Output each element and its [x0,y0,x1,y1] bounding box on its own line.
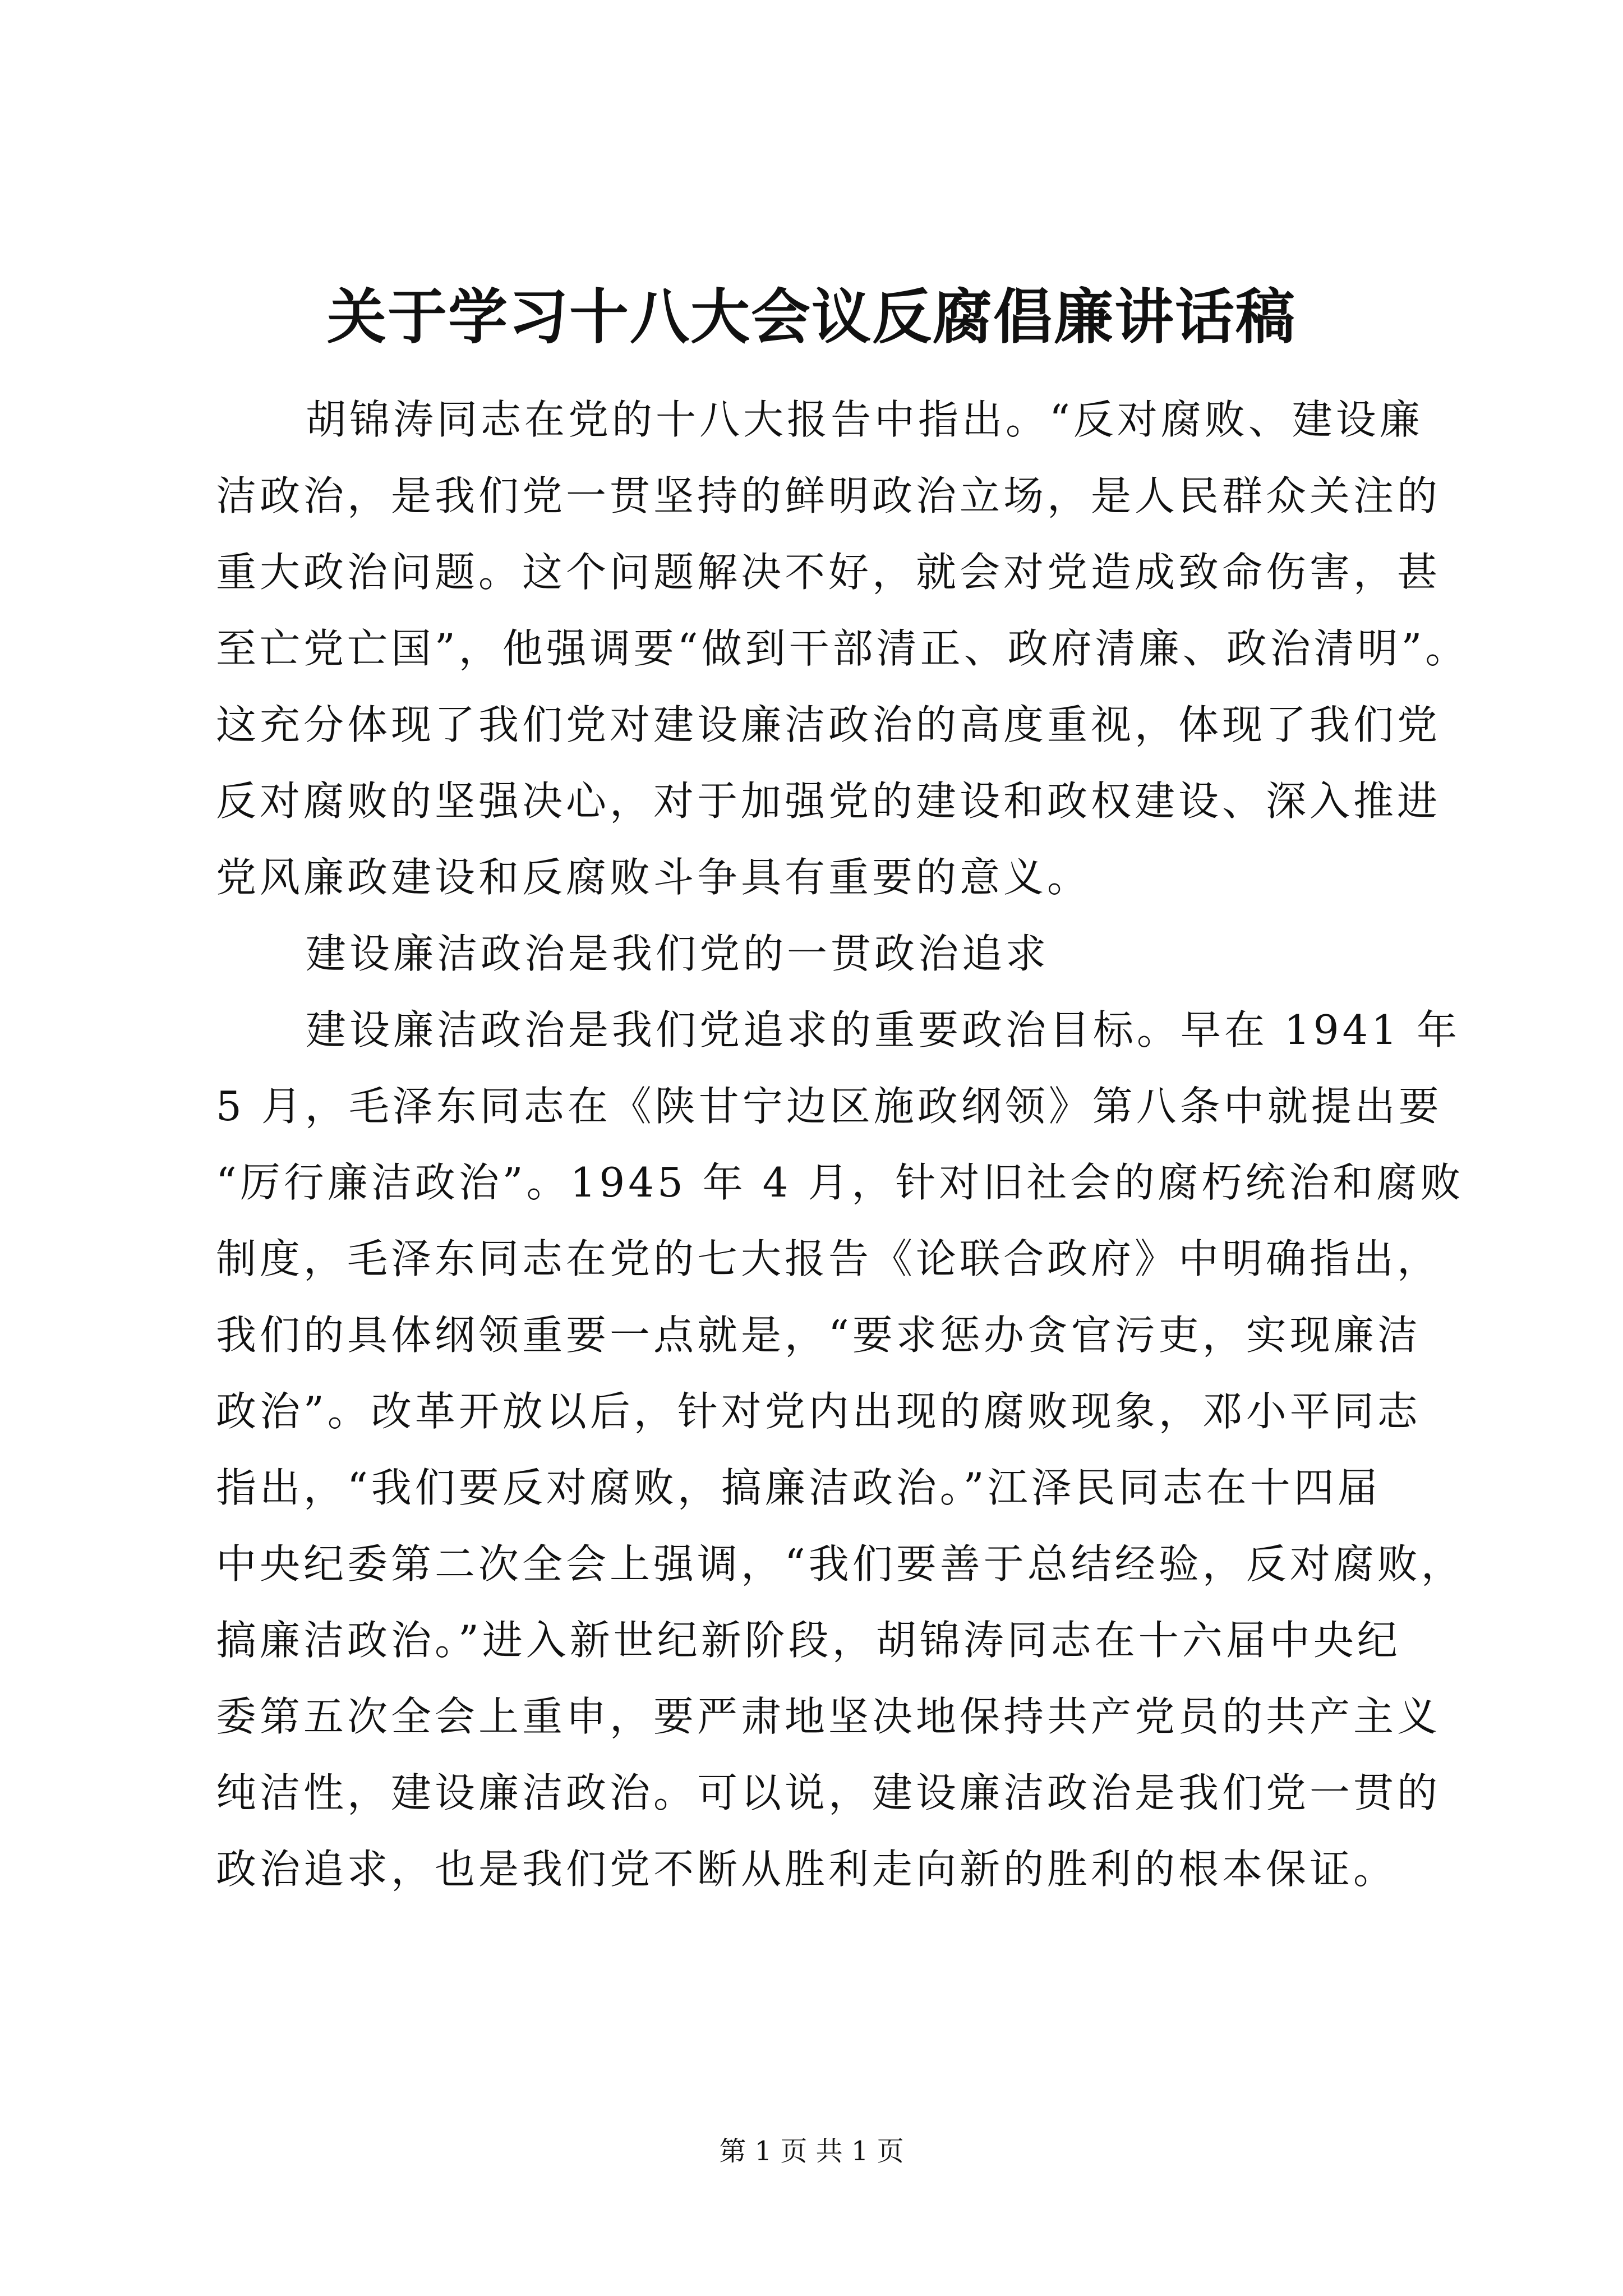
paragraph-line: 至亡党亡国”，他强调要“做到干部清正、政府清廉、政治清明”。 [216,625,1469,672]
paragraph-line: 搞廉洁政治。”进入新世纪新阶段，胡锦涛同志在十六届中央纪 [216,1617,1401,1664]
paragraph-line: 中央纪委第二次全会上强调，“我们要善于总结经验，反对腐败， [216,1540,1465,1588]
paragraph-line: 制度，毛泽东同志在党的七大报告《论联合政府》中明确指出， [216,1235,1441,1282]
document-body [216,381,1467,1907]
paragraph-line: 政治追求，也是我们党不断从胜利走向新的胜利的根本保证。 [216,1846,1398,1893]
paragraph-line: 建设廉洁政治是我们党追求的重要政治目标。早在 1941 年 [306,1006,1461,1053]
paragraph-line: 重大政治问题。这个问题解决不好，就会对党造成致命伤害，甚 [216,549,1441,596]
paragraph-line: 委第五次全会上重申，要严肃地坚决地保持共产党员的共产主义 [216,1693,1441,1740]
paragraph-line: 5 月，毛泽东同志在《陕甘宁边区施政纲领》第八条中就提出要 [216,1083,1442,1130]
paragraph-line: 洁政治，是我们党一贯坚持的鲜明政治立场，是人民群众关注的 [216,472,1441,519]
paragraph-line: 这充分体现了我们党对建设廉洁政治的高度重视，体现了我们党 [216,701,1441,748]
page-footer: 第 1 页 共 1 页 [719,2136,904,2167]
paragraph-line: 指出，“我们要反对腐败，搞廉洁政治。”江泽民同志在十四届 [216,1464,1381,1511]
paragraph-line: 反对腐败的坚强决心，对于加强党的建设和政权建设、深入推进 [216,777,1441,825]
document-title: 关于学习十八大会议反腐倡廉讲话稿 [327,282,1296,352]
paragraph-line: 胡锦涛同志在党的十八大报告中指出。“反对腐败、建设廉 [306,396,1423,443]
paragraph-line: 纯洁性，建设廉洁政治。可以说，建设廉洁政治是我们党一贯的 [216,1769,1441,1816]
paragraph-line: 党风廉政建设和反腐败斗争具有重要的意义。 [216,854,1091,901]
paragraph-line: 政治”。改革开放以后，针对党内出现的腐败现象，邓小平同志 [216,1388,1421,1435]
paragraph-line: 我们的具体纲领重要一点就是，“要求惩办贪官污吏，实现廉洁 [216,1312,1421,1359]
section-heading: 建设廉洁政治是我们党的一贯政治追求 [306,930,1050,977]
paragraph-line: “厉行廉洁政治”。1945 年 4 月，针对旧社会的腐朽统治和腐败 [216,1159,1464,1206]
